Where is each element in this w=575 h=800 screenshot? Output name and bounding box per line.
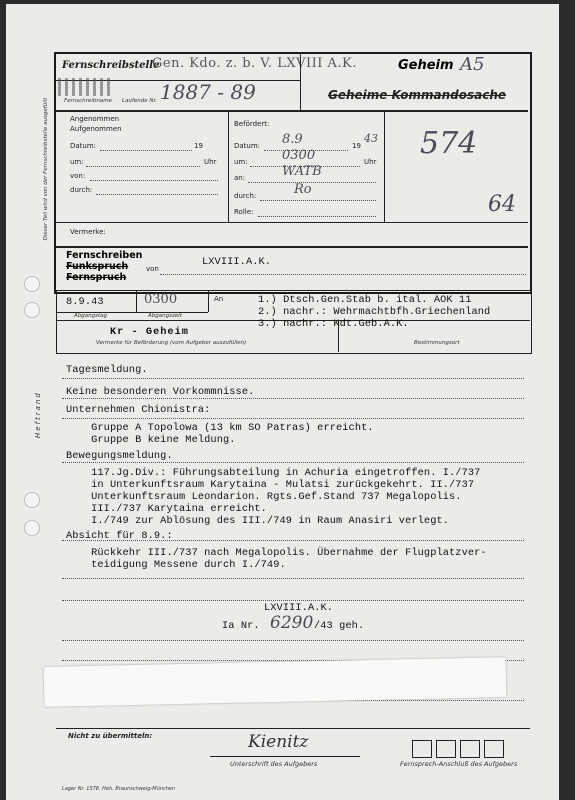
body-line: Rückkehr III./737 nach Megalopolis. Übernahme der Flugplatzver-	[66, 547, 487, 559]
body-line: Absicht für 8.9.:	[66, 530, 173, 542]
vermerke-label: Vermerke:	[70, 228, 106, 236]
body-line: Unterkunftsraum Leondarion. Rgts.Gef.Stand 737 Megalopolis.	[66, 491, 462, 503]
body-line: I./749 zur Ablösung des III./749 in Raum Anasiri verlegt.	[66, 515, 450, 527]
forwarded-durch-value: Ro	[294, 182, 312, 197]
received-year: 19	[194, 142, 203, 150]
routing: Kr - Geheim	[110, 326, 189, 338]
received-title1: Angenommen	[70, 115, 120, 123]
phone-label: Fernsprech-Anschluß des Aufgebers	[400, 760, 518, 768]
printer-line: Lager Nr. 1578. Heh. Braunschweig-München	[62, 786, 176, 792]
received-datum-label: Datum:	[70, 142, 97, 150]
body-line: Bewegungsmeldung.	[66, 450, 173, 462]
recipient-3: 3.) nachr.: Kdt.Geb.A.K.	[258, 318, 409, 330]
body-line: Gruppe A Topolowa (13 km SO Patras) erreicht.	[66, 422, 374, 434]
signature-unit: LXVIII.A.K.	[264, 602, 334, 614]
dispatch-time-label: Abgangszeit	[148, 313, 182, 319]
not-transmit-label: Nicht zu übermitteln:	[68, 732, 153, 740]
forwarded-an-value: WATB	[282, 164, 322, 179]
punch-hole	[24, 520, 40, 536]
punch-hole	[24, 492, 40, 508]
body-line: in Unterkunftsraum Karytaina - Mulatsi zurückgekehrt. II./737	[66, 479, 475, 491]
body-line: Unternehmen Chionistra:	[66, 404, 211, 416]
phone-box	[460, 740, 480, 758]
struck-note: Geheime Kommandosache	[328, 88, 507, 102]
forwarded-um-label: um:	[234, 158, 248, 166]
classification: Geheim	[398, 58, 454, 73]
office-label: Fernschreibstelle	[62, 60, 160, 71]
received-title2: Aufgenommen	[70, 125, 122, 133]
phone-box	[484, 740, 504, 758]
registry-number: 574	[420, 126, 478, 161]
dispatch-date-label: Abgangstag	[74, 313, 107, 319]
ref-prefix: Ia Nr.	[222, 620, 260, 632]
dispatch-time: 0300	[144, 292, 178, 307]
sub-label-mid: Laufende Nr.	[122, 98, 157, 104]
header-stamp-mark	[58, 78, 114, 96]
body-line: Gruppe B keine Meldung.	[66, 434, 236, 446]
forwarded-datum-label: Datum:	[234, 142, 261, 150]
type-line3: Fernspruch	[66, 272, 127, 283]
received-durch-label: durch:	[70, 186, 93, 194]
side-margin-note: Dieser Teil wird von der Fernschreibstelle ausgefüllt	[43, 97, 49, 241]
forwarded-title: Befördert:	[234, 120, 270, 128]
forwarded-um-value: 0300	[282, 148, 316, 163]
body-line: Tagesmeldung.	[66, 364, 148, 376]
punch-hole	[24, 302, 40, 318]
routing-note: Vermerke für Beförderung (vom Aufgeber auszufüllen)	[96, 340, 247, 346]
punch-hole	[24, 276, 40, 292]
received-um-label: um:	[70, 158, 84, 166]
type-line1: Fernschreiben	[66, 250, 143, 261]
forwarded-an-label: an:	[234, 174, 246, 182]
recipient-2: 2.) nachr.: Wehrmachtbfh.Griechenland	[258, 306, 491, 318]
office-value: Gen. Kdo. z. b. V. LXVIII A.K.	[152, 56, 357, 71]
type-von-label: von	[146, 265, 159, 273]
dispatch-date: 8.9.43	[66, 296, 104, 308]
forwarded-datum-value: 8.9	[282, 132, 303, 147]
body-line: Keine besonderen Vorkommnisse.	[66, 386, 255, 398]
left-margin-note: Heftrand	[34, 391, 42, 438]
received-uhr-label: Uhr	[204, 158, 217, 166]
running-number: 1887 - 89	[160, 80, 256, 104]
forwarded-rolle-label: Rolle:	[234, 208, 254, 216]
ref-suffix: /43 geh.	[314, 620, 365, 632]
body-line: 117.Jg.Div.: Führungsabteilung in Achuria eingetroffen. I./737	[66, 467, 481, 479]
signature-hand: Kienitz	[248, 732, 309, 752]
sub-label-left: Fernschreibname	[64, 98, 112, 104]
sender: LXVIII.A.K.	[202, 256, 272, 268]
forwarded-durch-label: durch:	[234, 192, 257, 200]
body-line: III./737 Karytaina erreicht.	[66, 503, 267, 515]
recipient-1: 1.) Dtsch.Gen.Stab b. ital. AOK 11	[258, 294, 472, 306]
received-von-label: von:	[70, 172, 86, 180]
body-line: teidigung Messene durch I./749.	[66, 559, 286, 571]
signature-label: Unterschrift des Aufgebers	[230, 760, 318, 768]
dispatch-an-label: An	[214, 295, 224, 303]
ref-number: 6290	[270, 613, 314, 633]
classification-hand: A5	[460, 54, 485, 75]
destination-label: Bestimmungsort	[414, 340, 460, 346]
forwarded-uhr-label: Uhr	[364, 158, 377, 166]
phone-box	[436, 740, 456, 758]
forwarded-year-value: 43	[364, 132, 378, 145]
forwarded-year: 19	[352, 142, 361, 150]
phone-box	[412, 740, 432, 758]
type-line2: Funkspruch	[66, 261, 129, 272]
registry-sub-number: 64	[488, 192, 516, 217]
